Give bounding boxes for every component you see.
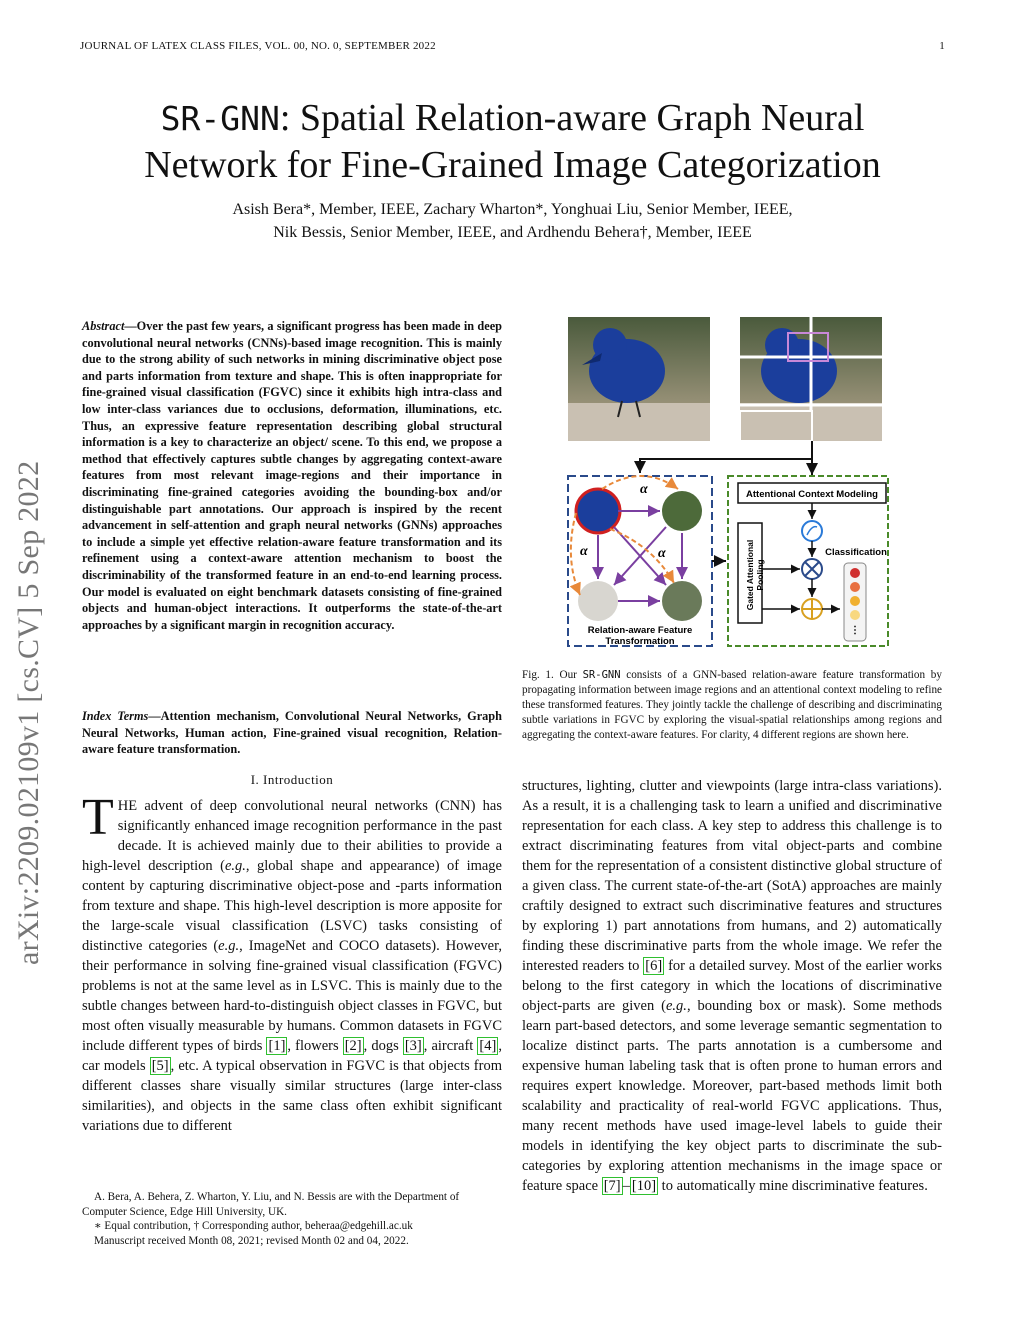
title-line2: Network for Fine-Grained Image Categorization	[144, 144, 881, 186]
range-dash: –	[622, 1178, 630, 1194]
citation-6[interactable]: [6]	[645, 958, 663, 974]
caption-prefix: Fig. 1. Our	[522, 669, 583, 681]
eg-1: e.g.	[224, 858, 246, 874]
abstract-label: Abstract	[82, 319, 125, 333]
bird-photo-original	[568, 317, 710, 441]
col2-text-d: to automatically mine discriminative features.	[658, 1178, 928, 1194]
abstract-text: —Over the past few years, a significant progress has been made in deep convolutional neural networks (CNNs)-based image recognition. This is mainly due to the strong ability of such networks in mining discriminative object pose and parts information from texture and shape. This is often inappropriate for fine-grained visual classification (FGVC) since it exhibits high intra-class and low inter-class variances due to occlusions, deformation, illuminations, etc. Thus, an expressive feature representation describing global structural information is a key to characterize an object/ scene. To this end, we propose a method that effectively captures subtle changes by aggregating context-aware features from most relevant image-regions and their importance in discriminating fine-grained categories avoiding the bounding-box and/or distinguishable part annotations. Our approach is inspired by the recent advancement in self-attention and graph neural networks (GNNs) approaches to include a simple yet effective relation-aware feature transformation and its refinement using a context-aware attention mechanism to boost the discriminability of the transformed feature in an end-to-end learning process. Our model is evaluated on eight benchmark datasets consisting of fine-grained objects and human-object interactions. It outperforms the state-of-the-art approaches by a significant margin in recognition accuracy.	[82, 319, 502, 632]
paper-title	[80, 95, 945, 189]
intro-text-a: HE advent of deep convolutional neural networks (CNN) has significantly enhanced image recognition performance in the past decade. It is achieved mainly due to their abilities to provide a high-level description (	[82, 798, 502, 874]
citation-4[interactable]: [4]	[479, 1038, 497, 1054]
col2-text-a: structures, lighting, clutter and viewpoints (large intra-class variations). As a result, it is a challenging task to learn a unified and discriminative representation for each class. A key step to address this challenge is to extract discriminating features from vital object-parts and combine them for the representation of a consistent distinctive global structure of a given class. The current state-of-the-art (SotA) approaches are mainly craftily designed to extract such discriminative features and structures by exploring 1) part annotations from humans, and 2) automatically finding these discriminative parts from the whole image. We refer the interested readers to	[522, 778, 942, 974]
eg-2: e.g.	[218, 938, 240, 954]
intro-text-c: , ImageNet and COCO datasets). However, their performance in solving fine-grained visual classification (FGVC) problems is not at the same level as in LSVC. This is mainly due to the subtle changes between hard-to-distinguish object classes in FGVC, but most often visually measurable by humans. Common datasets in FGVC include different types of birds	[82, 938, 502, 1054]
index-terms-text: —Attention mechanism, Convolutional Neural Networks, Graph Neural Networks, Human action, Fine-grained visual recognition, Relation-aware feature transformation.	[82, 709, 502, 757]
graph-nodes	[571, 476, 702, 621]
footnotes	[82, 1190, 502, 1248]
citation-1[interactable]: [1]	[268, 1038, 286, 1054]
relation-label-2: Transformation	[605, 636, 675, 647]
author-list	[80, 198, 945, 244]
running-header	[80, 40, 945, 52]
pooling-label-2: Pooling	[755, 559, 765, 591]
page-number: 1	[939, 40, 945, 52]
intro-paragraph	[82, 789, 502, 1136]
intro-text-b: , global shape and appearance) of image content by capturing discriminative object-pose and -parts information from texture and shape. This high-level description is more apposite for the large-scale visual classification (LSVC) tasks consisting of distinctive categories (	[82, 858, 502, 954]
footnote-manuscript-received: Manuscript received Month 08, 2021; revised Month 02 and 04, 2022.	[94, 1234, 409, 1247]
figure-caption	[522, 668, 942, 743]
alpha-label-left: α	[580, 544, 588, 559]
citation-3[interactable]: [3]	[404, 1038, 422, 1054]
caption-acronym: SR-GNN	[582, 669, 621, 681]
figure-1-diagram	[562, 313, 942, 653]
index-terms-label: Index Terms	[82, 709, 149, 723]
footnote-affiliation: A. Bera, A. Behera, Z. Wharton, Y. Liu, and N. Bessis are with the Department of Computer Science, Edge Hill University, UK.	[82, 1191, 460, 1218]
authors-line1: Asish Bera*, Member, IEEE, Zachary Wharton*, Yonghuai Liu, Senior Member, IEEE,	[232, 201, 793, 218]
eg-3: e.g.	[666, 998, 687, 1014]
intro-text-t4: , car models	[82, 1038, 502, 1074]
figure-1	[562, 313, 942, 658]
svg-text:⋮: ⋮	[850, 625, 860, 636]
caption-text: consists of a GNN-based relation-aware feature transformation by propagating information between image regions and an attentional context modeling to refine these transformed features. They jointly tackle the challenge of describing and discriminating subtle variations in FGVC by exploring the visual-spatial relationships among regions and aggregating the context-aware features. For clarity, 4 different regions are shown here.	[522, 669, 942, 741]
citation-10[interactable]: [10]	[631, 1178, 657, 1194]
classification-label: Classification	[825, 547, 887, 558]
citation-7[interactable]: [7]	[603, 1178, 621, 1194]
intro-text-t3: , aircraft	[423, 1038, 478, 1054]
authors-line2: Nik Bessis, Senior Member, IEEE, and Ardhendu Behera†, Member, IEEE	[273, 224, 752, 241]
section-heading: I. Introduction	[250, 772, 334, 787]
col2-text-c: , bounding box or mask). Some methods learn part-based detectors, and some leverage semantic segmentation to localize distinct parts. The parts annotation is a cumbersome and expensive human labeling task that is often prone to human errors and requires expert knowledge. Moreover, part-based methods limit both scalability and practicality of real-world FGVC applications. Thus, many recent methods have used image-level labels to guide their models in identifying the key object parts to discriminate the sub-categories by exploring attention mechanisms in the image space or feature space	[522, 998, 942, 1194]
alpha-label-center: α	[658, 546, 666, 561]
footnote-equal-contribution: ∗ Equal contribution, † Corresponding author, beheraa@edgehill.ac.uk	[94, 1220, 413, 1232]
intro-text-t2: , dogs	[363, 1038, 403, 1054]
col2-text-b: for a detailed survey. Most of the earlier works belong to the first category in which the locations of discriminative object-parts are given (	[522, 958, 942, 1014]
arxiv-stamp: arXiv:2209.02109v1 [cs.CV] 5 Sep 2022	[12, 460, 45, 965]
intro-continued	[522, 776, 942, 1196]
journal-name: JOURNAL OF LATEX CLASS FILES, VOL. 00, NO. 0, SEPTEMBER 2022	[80, 40, 436, 52]
title-acronym: SR-GNN	[160, 99, 280, 138]
intro-text-t1: , flowers	[287, 1038, 343, 1054]
alpha-label-top: α	[640, 482, 648, 497]
intro-text-d: , etc. A typical observation in FGVC is that objects from different classes share visually similar structures (large inter-class similarities), and objects in the same class often exhibit significant variations due to different	[82, 1058, 502, 1134]
title-line1: : Spatial Relation-aware Graph Neural	[279, 97, 865, 139]
citation-2[interactable]: [2]	[344, 1038, 362, 1054]
sigmoid-node	[802, 521, 822, 541]
relation-label-1: Relation-aware Feature	[587, 625, 693, 636]
attention-label: Attentional Context Modeling	[746, 489, 878, 500]
pooling-label-1: Gated Attentional	[745, 539, 755, 611]
citation-5[interactable]: [5]	[151, 1058, 169, 1074]
index-terms	[82, 708, 502, 758]
drop-cap: T	[82, 789, 114, 846]
abstract	[82, 318, 502, 633]
bird-photo-regions	[740, 317, 882, 441]
